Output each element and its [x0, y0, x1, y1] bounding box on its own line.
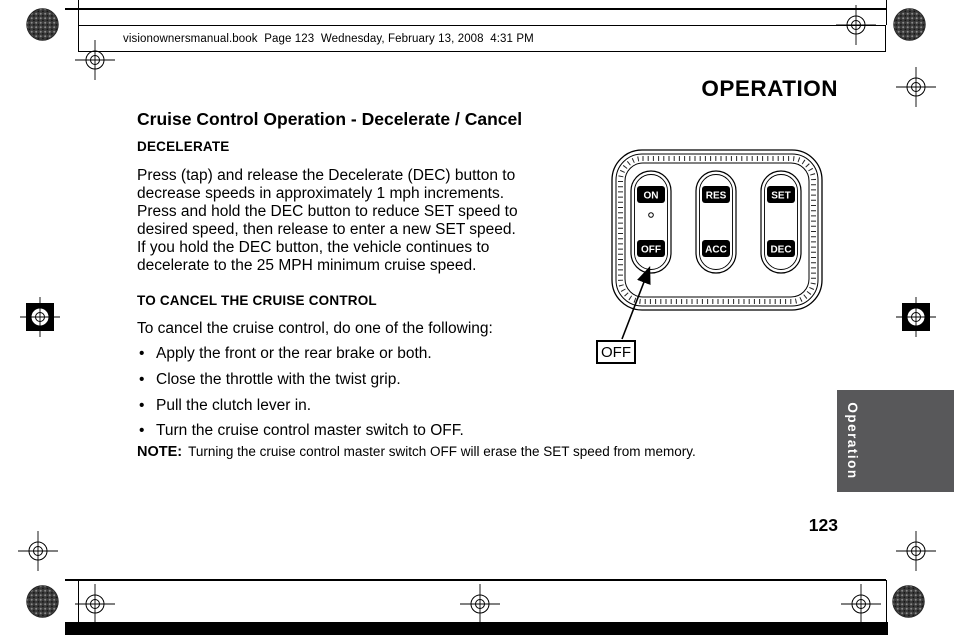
bullet-text: Pull the clutch lever in. — [156, 396, 312, 414]
bullet-text: Apply the front or the rear brake or both. — [156, 345, 432, 362]
halftone-disc-top-left — [26, 8, 59, 41]
switch-off-label: OFF — [641, 244, 661, 256]
body-line: decelerate to the 25 MPH minimum cruise speed. — [137, 257, 477, 274]
switch-res-label: RES — [705, 190, 727, 202]
bullet-item — [139, 341, 464, 367]
bullet-list — [139, 341, 464, 444]
article-heading: Cruise Control Operation - Decelerate / Cancel — [137, 109, 523, 129]
crop-line-top-right — [886, 0, 887, 25]
bullet-item — [139, 418, 464, 444]
cancel-heading: TO CANCEL THE CRUISE CONTROL — [137, 293, 377, 308]
decelerate-heading: DECELERATE — [137, 139, 230, 154]
note-text: Turning the cruise control master switch OFF will erase the SET speed from memory. — [188, 444, 696, 459]
bullet-text: Turn the cruise control master switch to OFF. — [156, 422, 464, 440]
registration-mark-bottom-right — [841, 584, 881, 624]
registration-mark-right-middle — [896, 297, 936, 337]
cancel-intro: To cancel the cruise control, do one of the following: — [137, 320, 493, 337]
bullet-text: Close the throttle with the twist grip. — [156, 370, 401, 388]
crop-line-bottom-right — [886, 580, 887, 622]
rocker-res-acc — [696, 171, 736, 273]
registration-mark-left-middle — [20, 297, 60, 337]
registration-mark-right-upper — [896, 67, 936, 107]
halftone-disc-top-right — [893, 8, 926, 41]
side-tab-operation — [837, 390, 954, 492]
rocker-set-dec — [761, 171, 801, 273]
rocker-on-off — [631, 171, 671, 273]
crop-line-top-left — [78, 0, 79, 25]
bullet-item — [139, 367, 464, 393]
bullet-item — [139, 393, 464, 419]
note — [137, 444, 696, 460]
halftone-disc-bottom-left — [26, 585, 59, 618]
registration-mark-bottom-left — [75, 584, 115, 624]
note-label: NOTE: — [137, 444, 183, 460]
printer-header-box — [78, 25, 886, 52]
decelerate-body — [137, 167, 518, 275]
registration-mark-left-lower — [18, 531, 58, 571]
body-line: Press and hold the DEC button to reduce SET speed to — [137, 203, 518, 220]
registration-mark-bottom-center — [460, 584, 500, 624]
trim-line-bottom — [65, 579, 886, 581]
printer-header-text: visionownersmanual.book Page 123 Wednesday, February 13, 2008 4:31 PM — [123, 32, 534, 45]
trim-line-top — [65, 8, 886, 10]
off-callout-label: OFF — [601, 343, 631, 361]
halftone-disc-bottom-right — [892, 585, 925, 618]
section-title: OPERATION — [701, 76, 838, 101]
switch-acc-label: ACC — [705, 244, 727, 256]
body-line: If you hold the DEC button, the vehicle continues to — [137, 239, 490, 256]
body-line: decrease speeds in approximately 1 mph increments. — [137, 185, 505, 202]
page-number: 123 — [808, 515, 838, 535]
body-line: Press (tap) and release the Decelerate (DEC) button to — [137, 167, 516, 184]
switch-dec-label: DEC — [770, 244, 792, 256]
registration-mark-right-lower — [896, 531, 936, 571]
off-callout-box — [596, 340, 636, 364]
body-line: desired speed, then release to enter a new SET speed. — [137, 221, 516, 238]
switch-set-label: SET — [771, 190, 791, 202]
side-tab-label: Operation — [845, 402, 860, 480]
switch-on-label: ON — [643, 190, 659, 202]
